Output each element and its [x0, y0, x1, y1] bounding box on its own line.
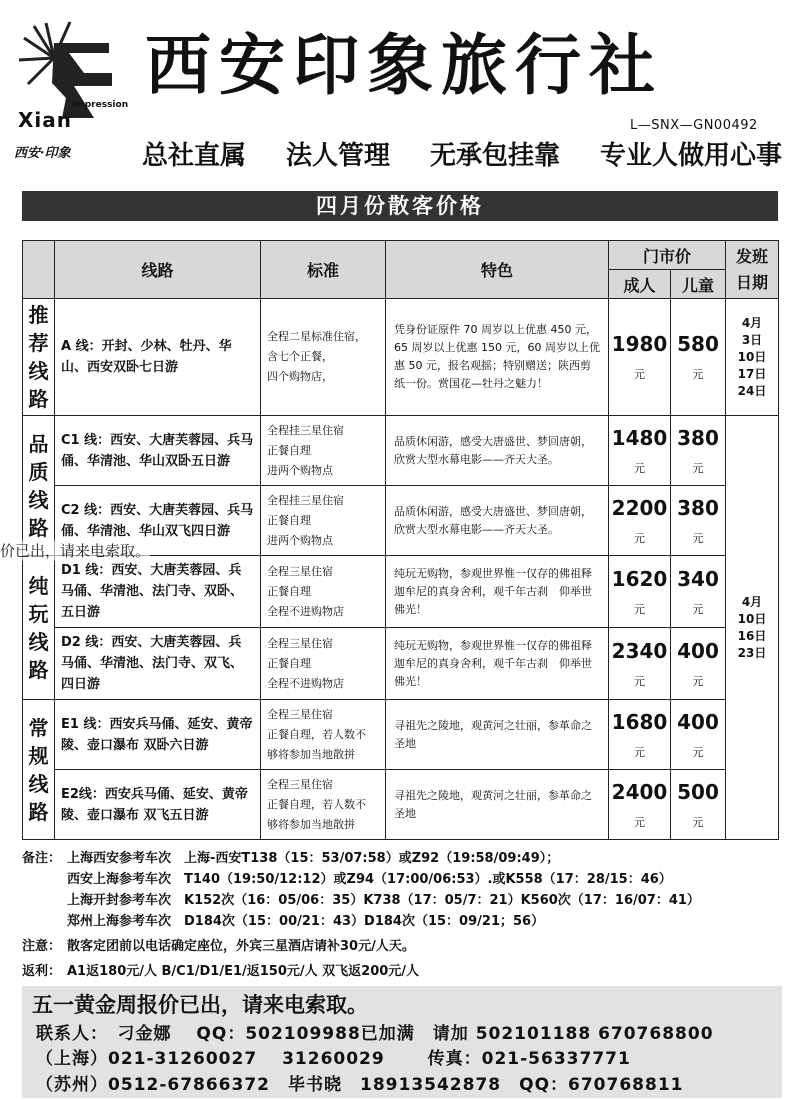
child-price-cell [671, 486, 726, 556]
price-unit: 元 [692, 674, 704, 688]
standard-line: 全程挂三星住宿 [267, 493, 344, 507]
standard-line: 全程挂三星住宿 [267, 423, 344, 437]
standard-cell [261, 770, 386, 840]
departure-dates-others [726, 416, 779, 840]
price-unit: 元 [634, 368, 645, 381]
adult-price-cell [609, 486, 671, 556]
table-row [23, 416, 779, 486]
remark-text: 西安上海参考车次 T140（19:50/12:12）或Z94（17:00/06:53）.或K558（17：28/15：46） [67, 872, 672, 887]
standard-line: 正餐自理 [267, 584, 311, 598]
child-price: 580 [677, 332, 719, 356]
logo-chinese: 西安·印象 [14, 146, 71, 161]
adult-price: 1680 [611, 709, 668, 734]
section-title-banner: 四月份散客价格 [22, 191, 778, 221]
group-regular: 常规线路 [23, 700, 55, 840]
route-cell: E2线：西安兵马俑、延安、黄帝陵、壶口瀑布 双飞五日游 [55, 770, 261, 840]
notes-section [22, 848, 782, 982]
child-price-cell [671, 700, 726, 770]
feature-cell: 品质休闲游，感受大唐盛世、梦回唐朝，欣赏大型水幕电影——齐天大圣。 [386, 416, 609, 486]
standard-cell [261, 556, 386, 628]
standard-line: 正餐自理 [267, 656, 311, 670]
table-row [23, 556, 779, 628]
route-cell: E1 线：西安兵马俑、延安、黄帝陵、壶口瀑布 双卧六日游 [55, 700, 261, 770]
remark-row [22, 890, 782, 911]
adult-price: 2200 [611, 495, 668, 520]
standard-line: 正餐自理 [267, 443, 311, 457]
price-unit: 元 [634, 815, 645, 829]
child-price: 400 [677, 638, 719, 663]
standard-line: 含七个正餐， [267, 350, 333, 363]
child-price: 340 [677, 566, 719, 591]
feature-cell: 品质休闲游，感受大唐盛世、梦回唐朝，欣赏大型水幕电影——齐天大圣。 [386, 486, 609, 556]
feature-cell: 寻祖先之陵地，观黄河之壮丽，参革命之圣地 [386, 770, 609, 840]
remark-text: 上海西安参考车次 上海-西安T138（15：53/07:58）或Z92（19:58/09:49）； [67, 851, 560, 866]
date: 4月 [741, 594, 763, 609]
price-unit: 元 [692, 461, 704, 475]
child-price-cell [671, 770, 726, 840]
standard-line: 全程三星住宿 [267, 707, 333, 721]
date: 3日 [741, 332, 763, 347]
header-standard: 标准 [261, 241, 386, 299]
date: 16日 [737, 628, 767, 643]
standard-line: 全程不进购物店 [267, 604, 344, 618]
standard-cell [261, 700, 386, 770]
standard-line: 全程三星住宿 [267, 564, 333, 578]
feature-cell: 纯玩无购物，参观世界惟一仅存的佛祖释迦牟尼的真身舍利，观千年古刹 仰举世佛光！ [386, 628, 609, 700]
date: 17日 [737, 366, 767, 381]
contact-section [22, 986, 782, 1098]
group-recommended: 推荐线路 [23, 299, 55, 416]
adult-price: 1620 [611, 566, 668, 591]
child-price-cell [671, 299, 726, 416]
price-unit: 元 [692, 368, 704, 381]
license-number: L—SNX—GN00492 [630, 118, 758, 133]
group-quality: 品质线路 [23, 416, 55, 556]
standard-line: 进两个购物点 [267, 533, 333, 547]
adult-price: 2400 [611, 779, 668, 804]
adult-price-cell [609, 299, 671, 416]
adult-price-cell [609, 770, 671, 840]
attention-text: 散客定团前以电话确定座位，外宾三星酒店请补30元/人天。 [67, 939, 415, 954]
remark-label: 备注： [22, 851, 62, 866]
price-unit: 元 [634, 461, 645, 475]
table-row [23, 628, 779, 700]
date: 4月 [741, 315, 763, 330]
adult-price: 2340 [611, 638, 668, 663]
child-price: 380 [677, 495, 719, 520]
group-pure: 纯玩线路 [23, 556, 55, 700]
adult-price-cell [609, 556, 671, 628]
slogan: 专业人做用心事 [599, 141, 782, 171]
standard-line: 正餐自理，若人数不 [267, 797, 366, 811]
contact-line: （苏州）0512-67866372 毕书晓 18913542878 QQ：670768811 [36, 1075, 684, 1095]
child-price: 380 [677, 425, 719, 450]
standard-line: 够将参加当地散拼 [267, 817, 355, 831]
standard-line: 正餐自理 [267, 513, 311, 527]
price-unit: 元 [634, 745, 645, 759]
adult-price-cell [609, 628, 671, 700]
price-unit: 元 [692, 815, 704, 829]
date: 10日 [737, 611, 767, 626]
standard-cell [261, 416, 386, 486]
child-price-cell [671, 628, 726, 700]
attention-label: 注意： [22, 939, 62, 954]
route-cell: C1 线：西安、大唐芙蓉园、兵马俑、华清池、华山双卧五日游 [55, 416, 261, 486]
departure-dates-recommended [726, 299, 779, 416]
overlay-text: 价已出，请来电索取。 [0, 542, 151, 560]
header-market-price: 门市价 [609, 241, 726, 270]
contact-line: （上海）021-31260027 31260029 传真：021-56337771 [36, 1049, 631, 1069]
remark-row [22, 869, 782, 890]
standard-line: 全程三星住宿 [267, 636, 333, 650]
standard-line: 四个购物店， [267, 370, 333, 383]
header-departure: 发班日期 [726, 241, 779, 299]
contact-line: 联系人： 刁金娜 QQ：502109988已加满 请加 502101188 670768800 [36, 1024, 714, 1044]
slogans [142, 135, 782, 172]
slogan: 法人管理 [285, 141, 390, 171]
route-cell: D2 线：西安、大唐芙蓉园、兵马俑、华清池、法门寺、双飞、四日游 [55, 628, 261, 700]
feature-cell: 凭身份证原件 70 周岁以上优惠 450 元，65 周岁以上优惠 150 元，60 周岁以上优惠 50 元，报名观摇；特别赠送；陕西剪纸一份。赏国花—牡丹之魅力！ [386, 299, 609, 416]
adult-price-cell [609, 700, 671, 770]
date: 23日 [737, 645, 767, 660]
standard-cell [261, 299, 386, 416]
adult-price: 1980 [611, 332, 668, 356]
route-cell: A 线：开封、少林、牡丹、华山、西安双卧七日游 [55, 299, 261, 416]
header-blank [23, 241, 55, 299]
standard-line: 全程二星标准住宿， [267, 330, 366, 343]
date: 24日 [737, 383, 767, 398]
price-unit: 元 [692, 531, 704, 545]
attention-row [22, 936, 782, 957]
header-adult: 成人 [609, 270, 671, 299]
standard-line: 够将参加当地散拼 [267, 747, 355, 761]
adult-price: 1480 [611, 425, 668, 450]
table-row [23, 700, 779, 770]
header-feature: 特色 [386, 241, 609, 299]
company-name: 西安印象旅行社 [145, 26, 663, 104]
child-price: 400 [677, 709, 719, 734]
child-price-cell [671, 556, 726, 628]
remark-row [22, 911, 782, 932]
rebate-text: A1返180元/人 B/C1/D1/E1/返150元/人 双飞返200元/人 [67, 964, 420, 979]
child-price: 500 [677, 779, 719, 804]
route-cell: D1 线：西安、大唐芙蓉园、兵马俑、华清池、法门寺、双卧、五日游 [55, 556, 261, 628]
standard-cell [261, 628, 386, 700]
rebate-row [22, 961, 782, 982]
contact-headline: 五一黄金周报价已出，请来电索取。 [32, 993, 368, 1017]
standard-line: 全程不进购物店 [267, 676, 344, 690]
header-child: 儿童 [671, 270, 726, 299]
price-unit: 元 [692, 602, 704, 616]
price-unit: 元 [692, 745, 704, 759]
price-unit: 元 [634, 602, 645, 616]
remark-row [22, 848, 782, 869]
adult-price-cell [609, 416, 671, 486]
table-row [23, 299, 779, 416]
standard-line: 正餐自理，若人数不 [267, 727, 366, 741]
price-unit: 元 [634, 674, 645, 688]
remark-text: 上海开封参考车次 K152次（16：05/06：35）K738（17：05/7：21）K560次（17：16/07：41） [67, 893, 700, 908]
price-unit: 元 [634, 531, 645, 545]
slogan: 总社直属 [142, 141, 247, 171]
header-route: 线路 [55, 241, 261, 299]
standard-line: 进两个购物点 [267, 463, 333, 477]
rebate-label: 返利： [22, 964, 62, 979]
child-price-cell [671, 416, 726, 486]
standard-line: 全程三星住宿 [267, 777, 333, 791]
remark-text: 郑州上海参考车次 D184次（15：00/21：43）D184次（15：09/21；56） [67, 914, 545, 929]
table-row [23, 770, 779, 840]
logo-impression: Impression [72, 100, 129, 110]
logo-english: Xian [18, 108, 73, 132]
slogan: 无承包挂靠 [429, 141, 560, 171]
standard-cell [261, 486, 386, 556]
route-cell: C2 线：西安、大唐芙蓉园、兵马俑、华清池、华山双飞四日游 [55, 486, 261, 556]
feature-cell: 纯玩无购物，参观世界惟一仅存的佛祖释迦牟尼的真身舍利，观千年古刹 仰举世佛光！ [386, 556, 609, 628]
date: 10日 [737, 349, 767, 364]
feature-cell: 寻祖先之陵地，观黄河之壮丽，参革命之圣地 [386, 700, 609, 770]
